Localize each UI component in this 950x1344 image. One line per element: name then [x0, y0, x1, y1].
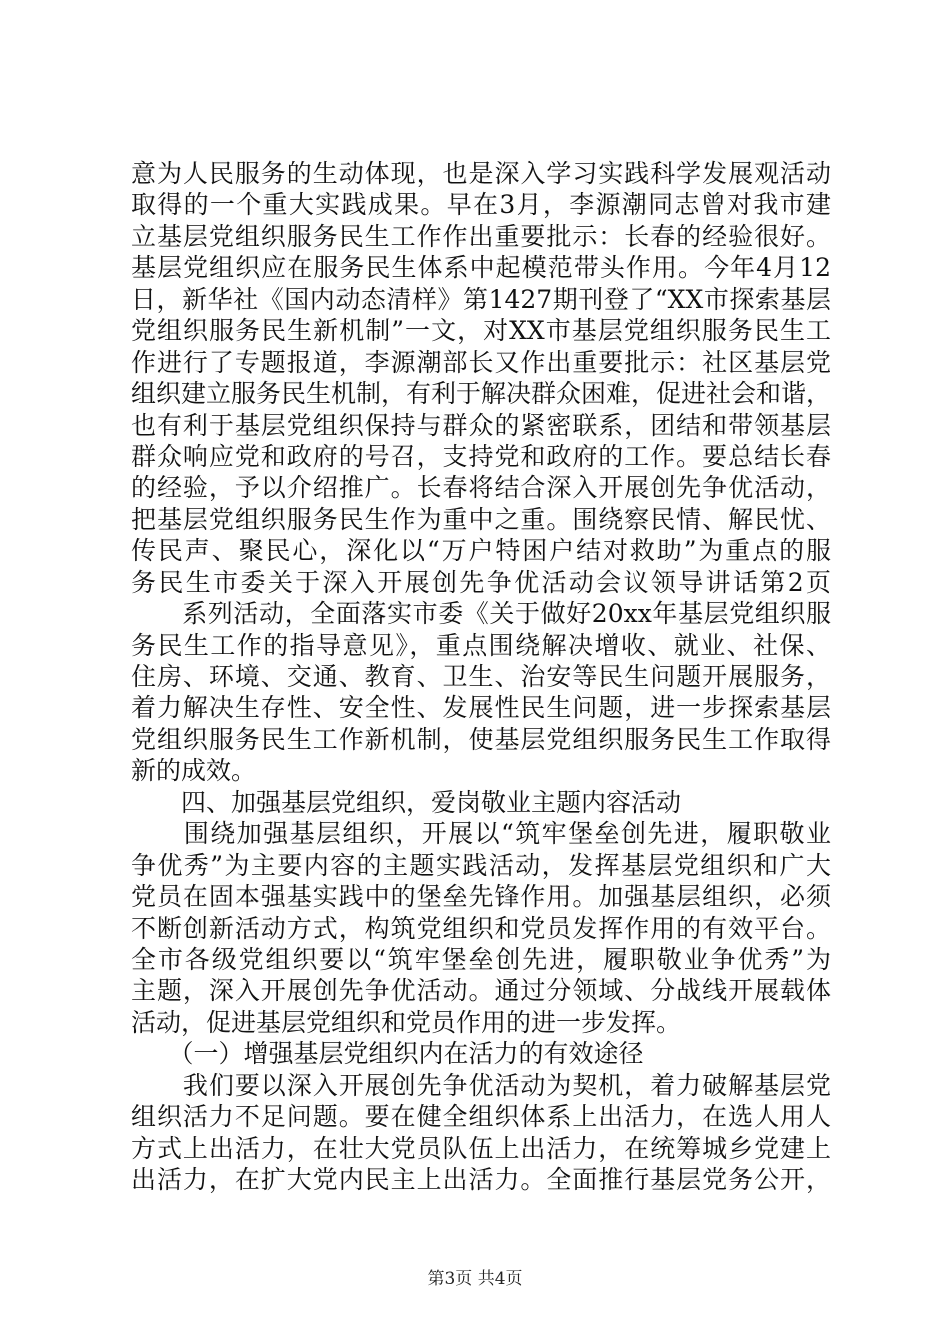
text-line: 主题，深入开展创先争优活动。通过分领域、分战线开展载体: [131, 976, 831, 1006]
text-line: 把基层党组织服务民生作为重中之重。围绕察民情、解民忧、: [131, 504, 831, 534]
text-line: 着力解决生存性、安全性、发展性民生问题，进一步探索基层: [131, 693, 831, 723]
text-line: 日，新华社《国内动态清样》第1427期刊登了“XX市探索基层: [131, 284, 831, 314]
text-line: 务民生市委关于深入开展创先争优活动会议领导讲话第2页: [131, 567, 831, 597]
text-line: 党组织服务民生新机制”一文，对XX市基层党组织服务民生工: [131, 316, 831, 346]
page-number-footer: 第3页 共4页: [427, 1269, 523, 1289]
text-line: 群众响应党和政府的号召，支持党和政府的工作。要总结长春: [131, 441, 831, 471]
text-line: 作进行了专题报道，李源潮部长又作出重要批示：社区基层党: [131, 347, 831, 377]
text-line: 出活力，在扩大党内民主上出活力。全面推行基层党务公开，: [131, 1165, 831, 1194]
text-line: 争优秀”为主要内容的主题实践活动，发挥基层党组织和广大: [131, 850, 831, 880]
text-line: 党员在固本强基实践中的堡垒先锋作用。加强基层组织，必须: [131, 882, 831, 912]
section-heading: 四、加强基层党组织，爱岗敬业主题内容活动: [131, 787, 682, 817]
text-line: 的经验，予以介绍推广。长春将结合深入开展创先争优活动，: [131, 473, 831, 503]
subsection-heading: （一）增强基层党组织内在活力的有效途径: [131, 1039, 644, 1069]
text-line: 务民生工作的指导意见》，重点围绕解决增收、就业、社保、: [131, 630, 831, 660]
paragraph-start-line: 围绕加强基层组织，开展以“筑牢堡垒创先进，履职敬业: [131, 819, 831, 849]
paragraph-start-line: 系列活动，全面落实市委《关于做好20xx年基层党组织服: [131, 599, 831, 629]
text-line: 不断创新活动方式，构筑党组织和党员发挥作用的有效平台。: [131, 913, 831, 943]
text-line: 立基层党组织服务民生工作作出重要批示：长春的经验很好。: [131, 221, 831, 251]
text-line: 方式上出活力，在壮大党员队伍上出活力，在统筹城乡党建上: [131, 1133, 831, 1163]
text-line: 住房、环境、交通、教育、卫生、治安等民生问题开展服务，: [131, 662, 831, 691]
text-line: 取得的一个重大实践成果。早在3月，李源潮同志曾对我市建: [131, 190, 831, 220]
paragraph-end-line: 活动，促进基层党组织和党员作用的进一步发挥。: [131, 1007, 682, 1037]
text-line: 组织活力不足问题。要在健全组织体系上出活力，在选人用人: [131, 1102, 831, 1132]
document-body: [131, 158, 831, 1195]
paragraph-end-line: 新的成效。: [131, 756, 257, 786]
text-line: 也有利于基层党组织保持与群众的紧密联系，团结和带领基层: [131, 410, 831, 440]
paragraph-start-line: 我们要以深入开展创先争优活动为契机，着力破解基层党: [131, 1070, 831, 1100]
text-line: 基层党组织应在服务民生体系中起模范带头作用。今年4月12: [131, 253, 831, 283]
text-line: 传民声、聚民心，深化以“万户特困户结对救助”为重点的服: [131, 536, 831, 566]
text-line: 组织建立服务民生机制，有利于解决群众困难，促进社会和谐，: [131, 379, 832, 409]
text-line: 党组织服务民生工作新机制，使基层党组织服务民生工作取得: [131, 724, 831, 754]
text-line: 意为人民服务的生动体现，也是深入学习实践科学发展观活动: [131, 159, 831, 188]
text-line: 全市各级党组织要以“筑牢堡垒创先进，履职敬业争优秀”为: [131, 944, 831, 974]
